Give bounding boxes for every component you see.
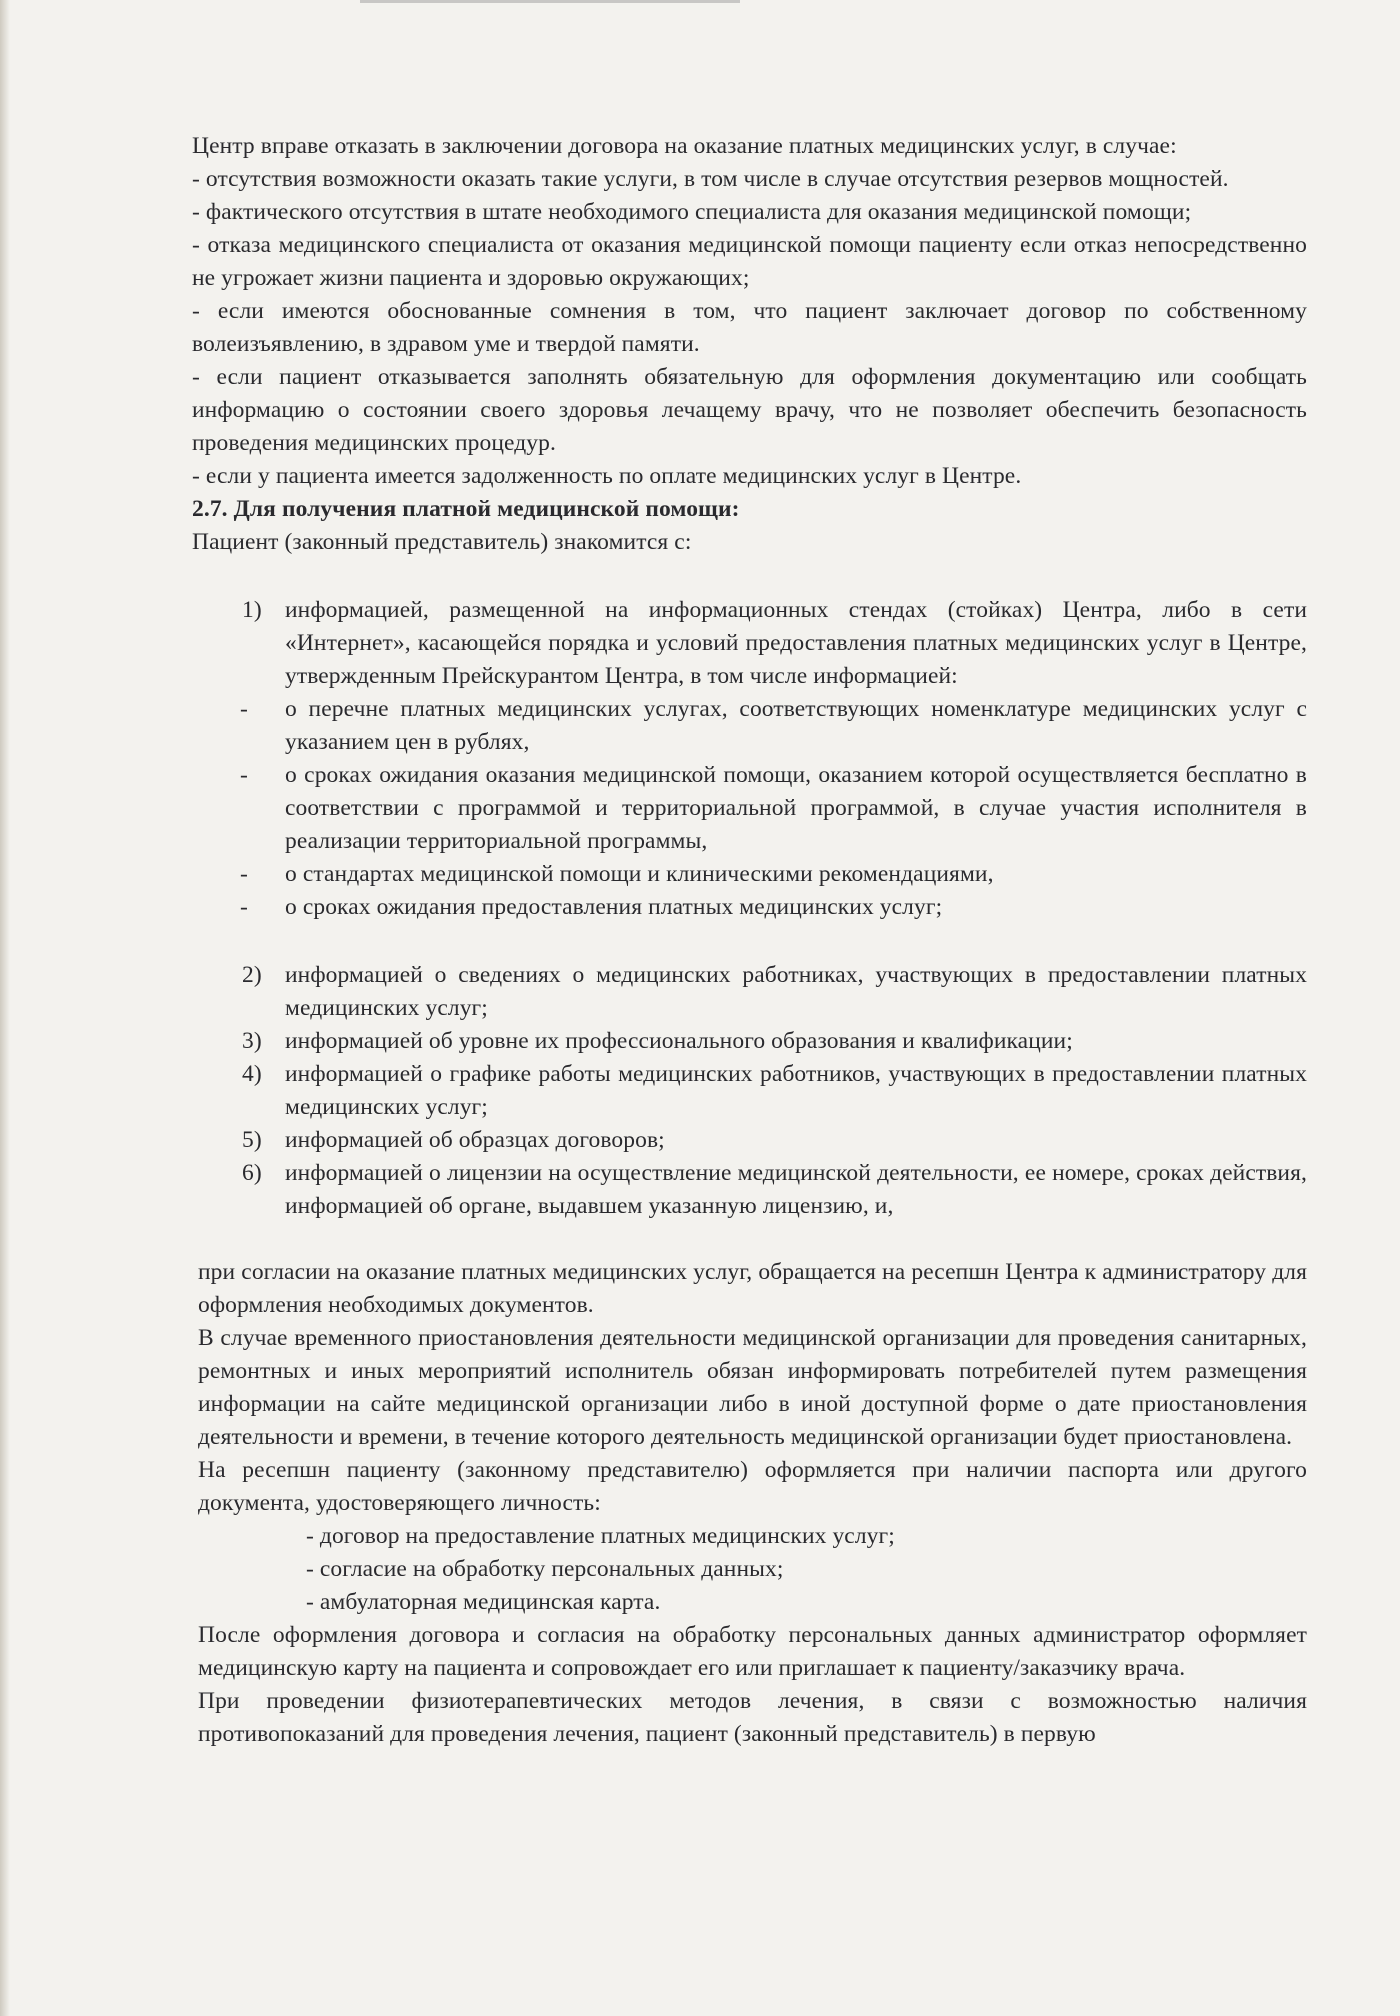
document-item: - согласие на обработку персональных данных;	[306, 1556, 784, 1582]
list-marker: 2)	[242, 962, 262, 988]
closing-paragraph: После оформления договора и согласия на обработку персональных данных администратор оформляет медицинскую карту на пациента и сопровождает его или приглашает к пациенту/заказчику врача.	[198, 1622, 1307, 1681]
list-item	[192, 1025, 1307, 1058]
dash-marker: -	[240, 762, 248, 788]
refusal-case: - если пациент отказывается заполнять обязательную для оформления документацию или сообщать информацию о состоянии своего здоровья лечащему врачу, что не позволяет обеспечить безопасность проведения медицинских процедур.	[192, 364, 1307, 456]
sub-list-item-text: о сроках ожидания предоставления платных медицинских услуг;	[285, 894, 943, 920]
procedure-paragraph: На ресепшн пациенту (законному представителю) оформляется при наличии паспорта или другого документа, удостоверяющего личность:	[198, 1457, 1307, 1516]
refusal-case: - если у пациента имеется задолженность по оплате медицинских услуг в Центре.	[192, 463, 1022, 489]
intro-paragraph: Центр вправе отказать в заключении договора на оказание платных медицинских услуг, в случае:	[192, 133, 1177, 159]
list-marker: 3)	[242, 1028, 262, 1054]
section-heading: 2.7. Для получения платной медицинской помощи:	[192, 496, 740, 522]
procedure-section	[192, 1256, 1307, 1751]
spacer	[192, 924, 1307, 959]
sub-list-item-text: о сроках ожидания оказания медицинской помощи, оказанием которой осуществляется бесплатно в соответствии с программой и территориальной программой, в случае участия исполнителя в реализации территориальной программы,	[285, 762, 1307, 854]
refusal-cases	[192, 163, 1307, 493]
list-item-text: информацией о сведениях о медицинских работниках, участвующих в предоставлении платных медицинских услуг;	[285, 962, 1307, 1021]
closing-paragraph: При проведении физиотерапевтических методов лечения, в связи с возможностью наличия противопоказаний для проведения лечения, пациент (законный представитель) в первую	[198, 1688, 1307, 1747]
list-item-text: информацией об уровне их профессионального образования и квалификации;	[285, 1028, 1073, 1054]
document-body	[192, 130, 1307, 1751]
sub-list-item	[192, 858, 1307, 891]
info-list	[192, 594, 1307, 924]
list-item	[192, 594, 1307, 693]
info-list-continued	[192, 959, 1307, 1223]
procedure-paragraph: при согласии на оказание платных медицинских услуг, обращается на ресепшн Центра к администратору для оформления необходимых документов.	[198, 1259, 1307, 1318]
sub-list-item	[192, 693, 1307, 759]
sub-list-item	[192, 759, 1307, 858]
refusal-case: - фактического отсутствия в штате необходимого специалиста для оказания медицинской помощи;	[192, 199, 1192, 225]
spacer	[192, 1223, 1307, 1256]
sub-list-item-text: о стандартах медицинской помощи и клиническими рекомендациями,	[285, 861, 994, 887]
list-item-text: информацией об образцах договоров;	[285, 1127, 665, 1153]
refusal-case: - отсутствия возможности оказать такие услуги, в том числе в случае отсутствия резервов мощностей.	[192, 166, 1229, 192]
sub-list-item-text: о перечне платных медицинских услугах, соответствующих номенклатуре медицинских услуг с указанием цен в рублях,	[285, 696, 1307, 755]
list-item	[192, 959, 1307, 1025]
list-item	[192, 1157, 1307, 1223]
list-marker: 4)	[242, 1061, 262, 1087]
list-item-text: информацией, размещенной на информационных стендах (стойках) Центра, либо в сети «Интернет», касающейся порядка и условий предоставления платных медицинских услуг в Центре, утвержденным Прейскурантом Центра, в том числе информацией:	[285, 597, 1307, 689]
section-lead: Пациент (законный представитель) знакомится с:	[192, 529, 692, 555]
documents-list	[198, 1520, 1307, 1619]
dash-marker: -	[240, 696, 248, 722]
dash-marker: -	[240, 861, 248, 887]
list-marker: 6)	[242, 1160, 262, 1186]
dash-marker: -	[240, 894, 248, 920]
list-item-text: информацией о лицензии на осуществление медицинской деятельности, ее номере, сроках действия, информацией об органе, выдавшем указанную лицензию, и,	[285, 1160, 1307, 1219]
sub-list-item	[192, 891, 1307, 924]
procedure-paragraph: В случае временного приостановления деятельности медицинской организации для проведения санитарных, ремонтных и иных мероприятий исполнитель обязан информировать потребителей путем размещения информации на сайте медицинской организации либо в иной доступной форме о дате приостановления деятельности и времени, в течение которого деятельность медицинской организации будет приостановлена.	[198, 1325, 1307, 1450]
list-marker: 1)	[242, 597, 262, 623]
document-item: - амбулаторная медицинская карта.	[306, 1589, 661, 1615]
refusal-case: - если имеются обоснованные сомнения в том, что пациент заключает договор по собственному волеизъявлению, в здравом уме и твердой памяти.	[192, 298, 1307, 357]
document-item: - договор на предоставление платных медицинских услуг;	[306, 1523, 895, 1549]
refusal-case: - отказа медицинского специалиста от оказания медицинской помощи пациенту если отказ непосредственно не угрожает жизни пациента и здоровью окружающих;	[192, 232, 1307, 291]
spacer	[192, 559, 1307, 594]
list-item-text: информацией о графике работы медицинских работников, участвующих в предоставлении платных медицинских услуг;	[285, 1061, 1307, 1120]
list-item	[192, 1124, 1307, 1157]
list-marker: 5)	[242, 1127, 262, 1153]
list-item	[192, 1058, 1307, 1124]
